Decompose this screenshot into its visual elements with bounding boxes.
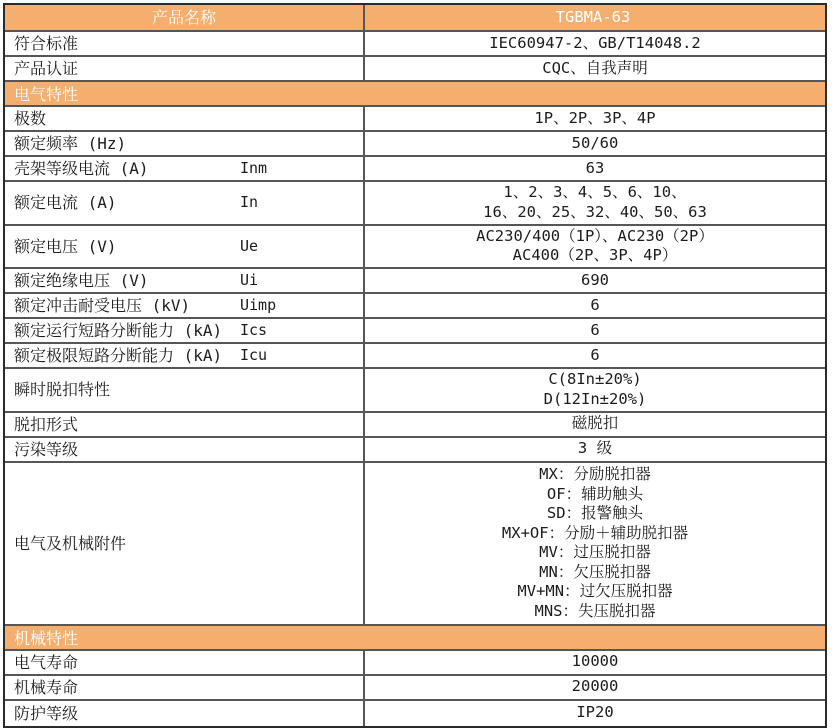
row-label-cell [5, 182, 365, 224]
row-value-cell [365, 676, 825, 699]
row-value-line: 16、20、25、32、40、50、63 [483, 202, 707, 221]
row-label: 电气寿命 [14, 652, 79, 672]
row-value-line: 1、2、3、4、5、6、10、 [503, 183, 687, 202]
row-value-line: C(8In±20%) [548, 370, 642, 389]
row-label: 产品认证 [14, 59, 79, 78]
row-value-line: TGBMA-63 [555, 7, 631, 26]
row-label: 防护等级 [14, 703, 79, 723]
row-label-cell [5, 226, 365, 268]
row-symbol: Ui [240, 271, 259, 289]
row-label: 污染等级 [14, 439, 79, 459]
row-value-cell [365, 226, 825, 268]
row-value-line: 1P、2P、3P、4P [534, 108, 656, 127]
row-label: 瞬时脱扣特性 [14, 380, 111, 400]
row-label-cell [5, 157, 365, 180]
row-label: 符合标准 [14, 34, 79, 53]
row-value-line: 3 级 [577, 439, 613, 458]
row-label: 额定电压 (V) [14, 236, 117, 256]
spec-row [5, 182, 825, 226]
row-value-cell [365, 294, 825, 317]
row-symbol: Ue [240, 236, 259, 255]
row-label-cell [5, 107, 365, 130]
row-symbol: Inm [240, 159, 268, 177]
row-label-cell [5, 676, 365, 699]
row-value-line: AC400（2P、3P、4P） [512, 246, 678, 265]
row-value-cell [365, 269, 825, 292]
spec-table [3, 3, 827, 728]
spec-row [5, 438, 825, 463]
row-value-cell [365, 344, 825, 367]
row-symbol: Uimp [240, 296, 277, 314]
row-label: 额定冲击耐受电压 (kV) [14, 296, 191, 315]
row-value-cell [365, 132, 825, 155]
row-value-cell [365, 182, 825, 224]
row-label: 额定频率 (Hz) [14, 134, 127, 153]
spec-row [5, 294, 825, 319]
row-value-cell [365, 319, 825, 342]
row-value-line: 10000 [571, 652, 619, 671]
row-label-cell [5, 319, 365, 342]
row-label-cell [5, 463, 365, 624]
row-label: 产品名称 [151, 8, 216, 27]
spec-row [5, 57, 825, 82]
row-label: 额定极限短路分断能力 (kA) [14, 346, 223, 365]
row-value-line: IEC60947-2、GB/T14048.2 [489, 33, 701, 52]
spec-row [5, 651, 825, 676]
row-value-line: AC230/400（1P）、AC230（2P） [476, 226, 714, 245]
row-label: 额定运行短路分断能力 (kA) [14, 321, 223, 340]
row-value-line: 690 [581, 270, 609, 289]
spec-row [5, 32, 825, 57]
row-value-line: 63 [585, 158, 605, 177]
row-value-cell [365, 651, 825, 674]
row-value-line: OF：辅助触头 [546, 484, 644, 503]
row-value-cell [365, 57, 825, 80]
spec-row [5, 701, 825, 726]
row-value-cell [365, 107, 825, 130]
row-value-cell [365, 32, 825, 55]
row-label-cell [5, 294, 365, 317]
row-value-cell [365, 157, 825, 180]
row-label-cell [5, 269, 365, 292]
row-label: 额定绝缘电压 (V) [14, 271, 149, 290]
row-value-line: CQC、自我声明 [542, 58, 648, 77]
row-value-line: MN：欠压脱扣器 [539, 562, 651, 581]
row-label-cell [5, 57, 365, 80]
row-value-cell [365, 413, 825, 436]
row-value-line: MV：过压脱扣器 [539, 543, 651, 561]
row-value-line: 磁脱扣 [571, 414, 619, 433]
row-label-cell [5, 651, 365, 674]
row-value-line: 6 [590, 295, 600, 314]
row-value-line: 6 [590, 345, 600, 364]
row-value-line: 6 [590, 320, 600, 339]
row-label-cell [5, 701, 365, 726]
spec-row [5, 132, 825, 157]
row-label: 脱扣形式 [14, 414, 79, 434]
row-label: 额定电流 (A) [14, 193, 117, 213]
row-value-cell [365, 438, 825, 461]
row-value-line: SD：报警触头 [546, 504, 644, 522]
row-value-line: MNS：失压脱扣器 [534, 601, 656, 620]
row-label-cell [5, 369, 365, 411]
spec-row [5, 413, 825, 438]
spec-row [5, 269, 825, 294]
spec-row [5, 369, 825, 413]
row-label-cell [5, 344, 365, 367]
row-value-cell [365, 5, 825, 30]
row-label-cell [5, 413, 365, 436]
row-value-cell [365, 701, 825, 726]
section-title: 机械特性 [14, 628, 79, 648]
row-value-cell [365, 369, 825, 411]
row-label-cell [5, 132, 365, 155]
section-title: 电气特性 [14, 85, 79, 104]
spec-row [5, 344, 825, 369]
spec-row [5, 157, 825, 182]
row-symbol: In [240, 193, 259, 212]
spec-row [5, 676, 825, 701]
product-header-row [5, 5, 825, 32]
spec-row [5, 319, 825, 344]
row-value-line: D(12In±20%) [543, 389, 647, 408]
row-label-cell [5, 438, 365, 461]
spec-row [5, 463, 825, 626]
row-label-cell [5, 32, 365, 55]
row-label: 机械寿命 [14, 677, 79, 697]
row-value-line: MV+MN：过欠压脱扣器 [517, 582, 673, 600]
row-label: 电气及机械附件 [14, 533, 127, 553]
row-value-line: MX：分励脱扣器 [539, 465, 651, 483]
row-symbol: Ics [240, 321, 268, 339]
row-label: 极数 [14, 109, 47, 128]
row-value-line: IP20 [576, 703, 614, 722]
section-row [5, 626, 825, 651]
spec-row [5, 107, 825, 132]
row-value-line: MX+OF：分励＋辅助脱扣器 [501, 523, 689, 542]
section-row [5, 82, 825, 107]
row-symbol: Icu [240, 346, 268, 364]
spec-row [5, 226, 825, 270]
row-value-cell [365, 463, 825, 624]
row-label-cell [5, 5, 365, 30]
row-label: 壳架等级电流 (A) [14, 159, 149, 178]
row-value-line: 20000 [571, 677, 619, 696]
row-value-line: 50/60 [571, 133, 619, 152]
